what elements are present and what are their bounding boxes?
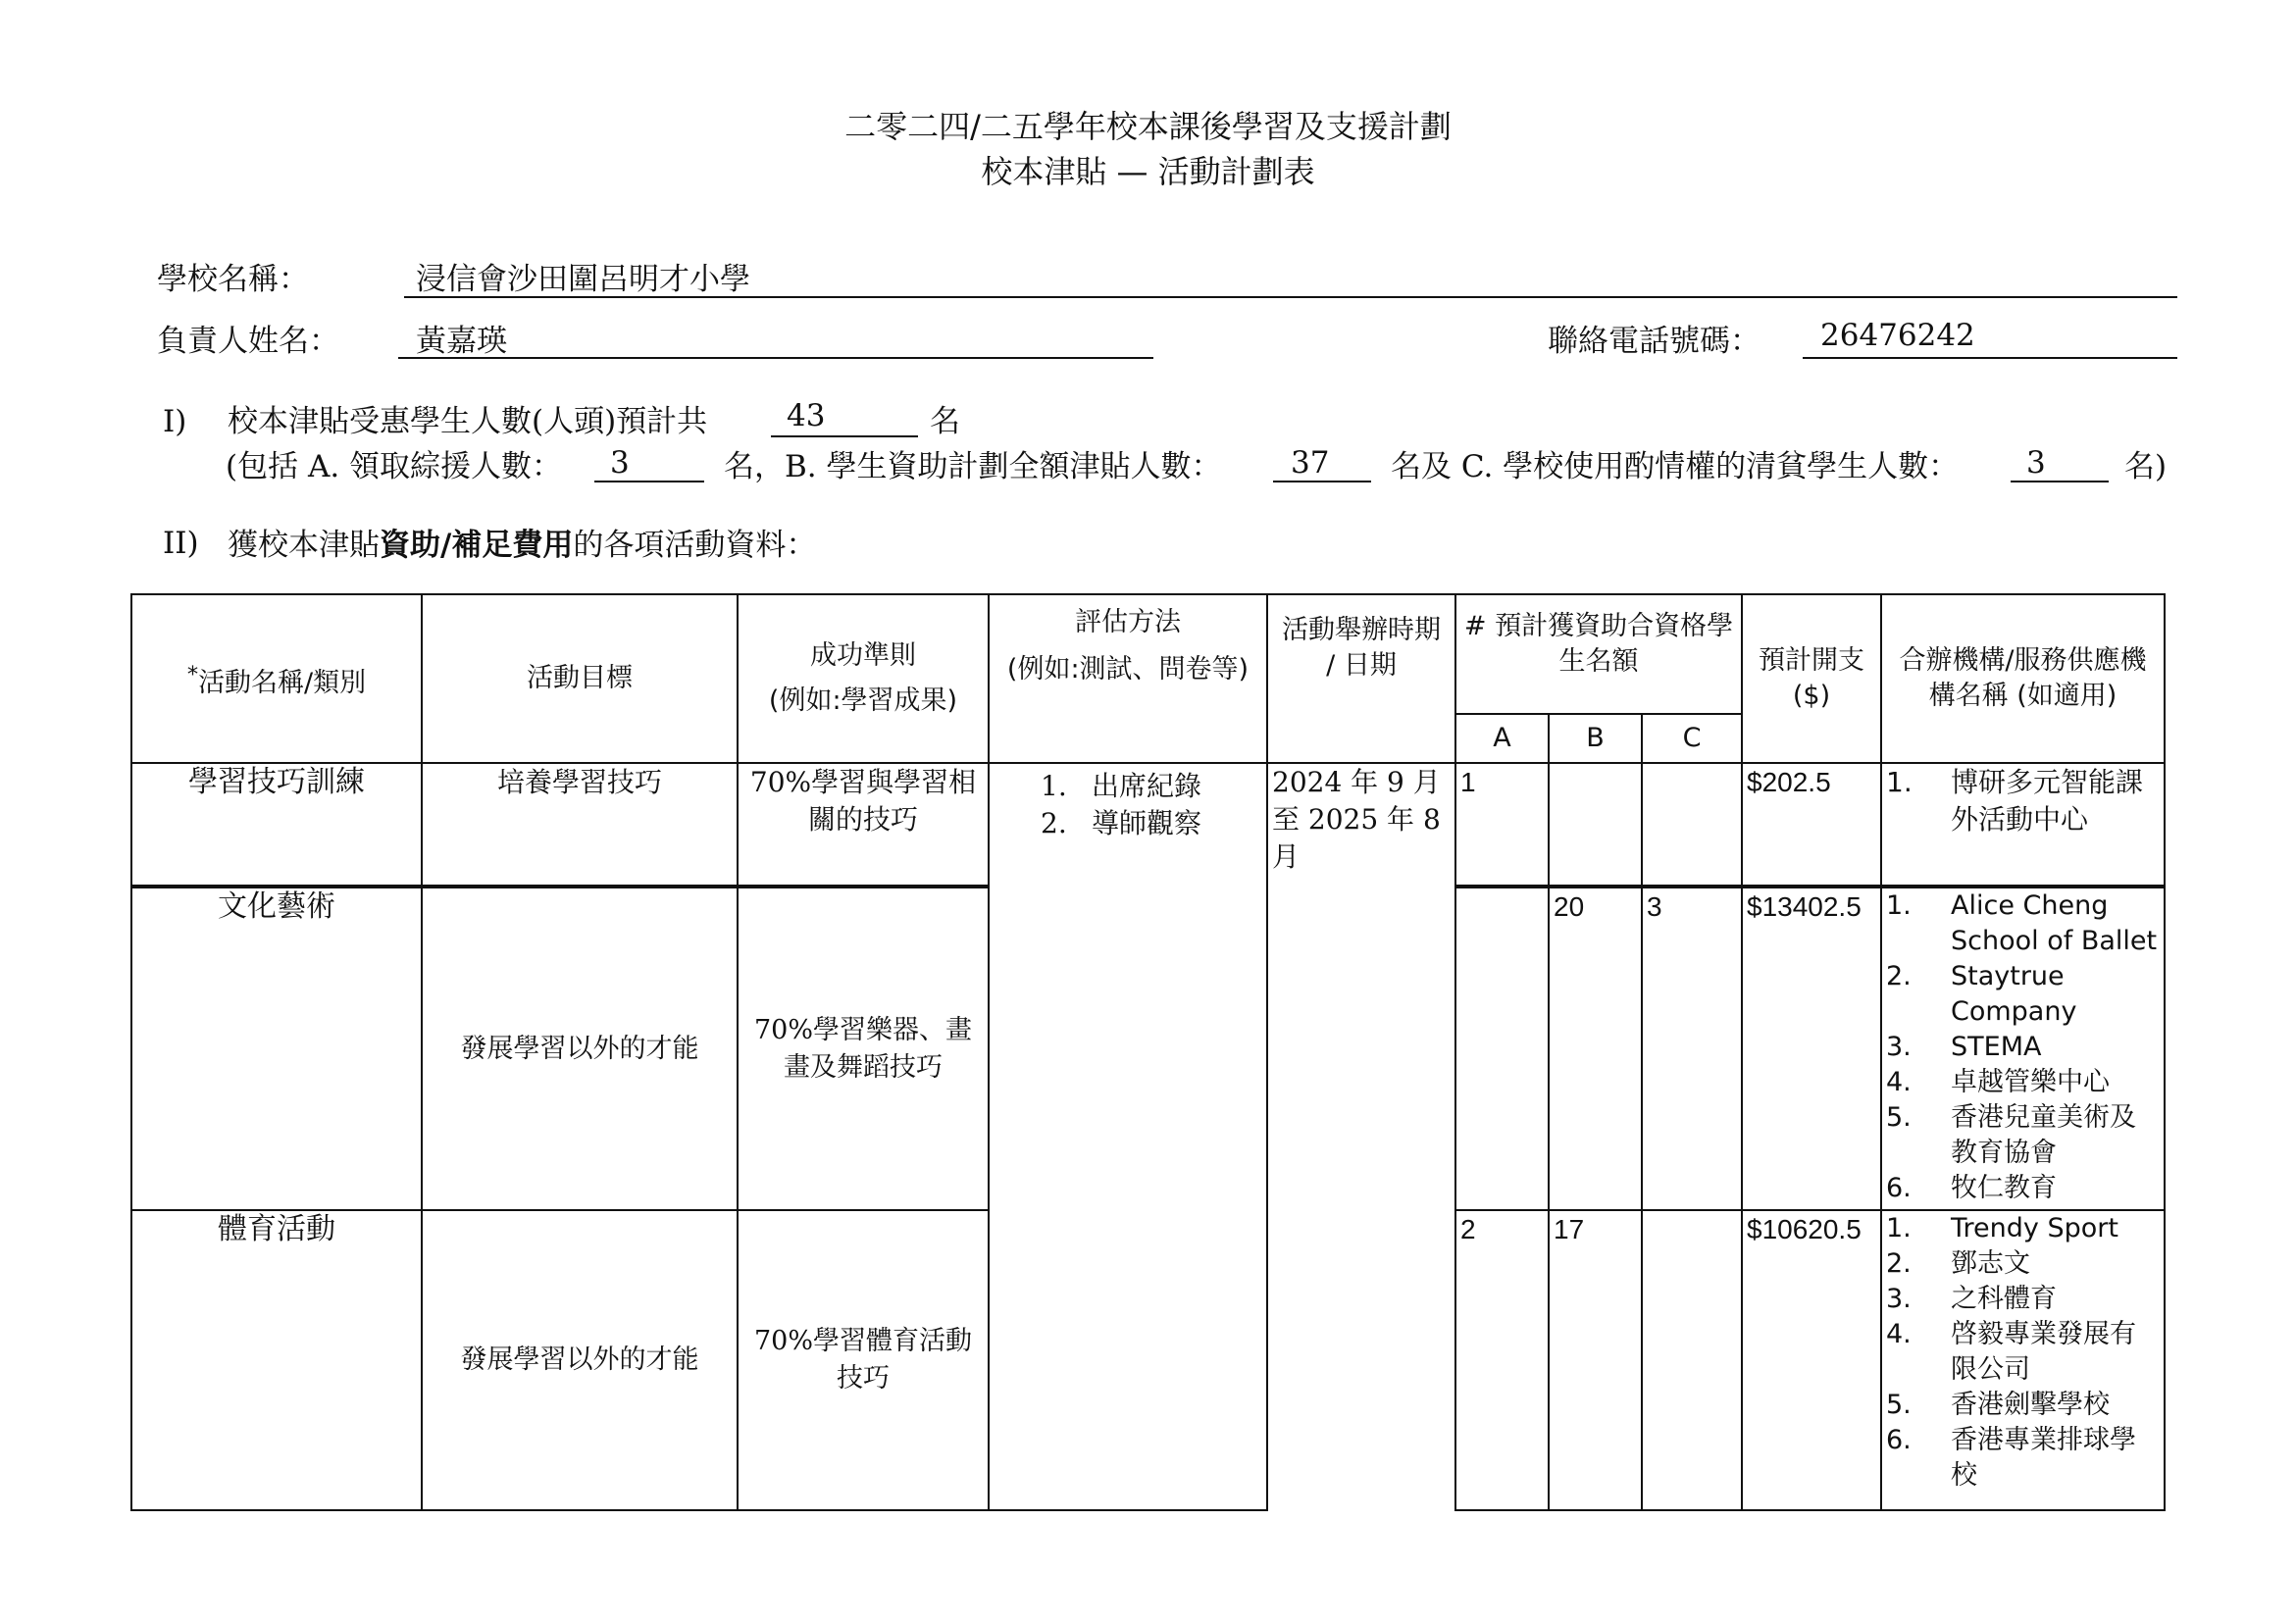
header-org: 合辦機構/服務供應機構名稱 (如適用) [1881,594,2165,763]
row-orgs: 1. 博研多元智能課外活動中心 [1881,763,2165,887]
row-a: 1 [1455,763,1549,887]
row-goal: 發展學習以外的才能 [422,1210,738,1510]
row-activity: 體育活動 [131,1210,422,1510]
section-i-unit: 名 [930,404,960,439]
row-eval [989,763,1267,1510]
section-i-total-underline [771,435,918,437]
header-col-b: B [1549,714,1642,763]
row-activity: 學習技巧訓練 [131,763,422,887]
row-period: 2024 年 9 月至 2025 年 8 月 [1267,763,1455,1510]
count-c-underline [2011,481,2109,482]
section-i-line2-end: 名) [2124,449,2168,484]
phone-underline [1803,357,2177,359]
phone-value: 26476242 [1820,318,1975,353]
row-a [1455,887,1549,1210]
phone-label: 聯絡電話號碼： [1548,324,1760,359]
count-a-underline [594,481,704,482]
count-a: 3 [610,445,630,481]
row-orgs: 1. Alice Cheng School of Ballet 2. Staytrue Company 3. STEMA 4. 卓越管樂中心 5. 香港兒童美術及教育協會 6. 牧仁教育 [1881,887,2165,1210]
school-name-underline [404,296,2177,298]
row-success: 70%學習體育活動技巧 [738,1210,989,1510]
page-title: 二零二四/二五學年校本課後學習及支援計劃 [844,108,1452,145]
row-goal: 培養學習技巧 [422,763,738,887]
list-item: 2. 導師觀察 [1041,807,1202,839]
header-eligible: # 預計獲資助合資格學生名額 [1455,594,1742,714]
count-b: 37 [1291,445,1330,481]
count-b-underline [1273,481,1371,482]
row-b: 20 [1549,887,1642,1210]
school-name-value: 浸信會沙田圍呂明才小學 [416,262,750,297]
section-i-line2-c: 名及 C. 學校使用酌情權的清貧學生人數： [1391,449,1960,484]
person-underline [398,357,1153,359]
row-cost: $13402.5 [1742,887,1881,1210]
header-goal: 活動目標 [422,594,738,763]
header-cost: 預計開支 ($) [1742,594,1881,763]
row-cost: $10620.5 [1742,1210,1881,1510]
row-a: 2 [1455,1210,1549,1510]
school-name-label: 學校名稱： [157,262,309,297]
row-success: 70%學習與學習相關的技巧 [738,763,989,887]
section-i-numeral: I) [163,404,187,439]
section-i-line2-b: 名，B. 學生資助計劃全額津貼人數： [724,449,1222,484]
header-eval: 評估方法 (例如:測試、問卷等) [989,594,1267,763]
row-b [1549,763,1642,887]
list-item: 1. 出席紀錄 [1041,770,1202,802]
section-i-line2-a: (包括 A. 領取綜援人數： [226,449,563,484]
section-i-total: 43 [787,398,826,433]
row-c: 3 [1642,887,1742,1210]
activity-plan-table [130,593,2166,1511]
section-ii-numeral: II) [163,526,199,561]
count-c: 3 [2026,445,2046,481]
person-label: 負責人姓名： [157,324,339,359]
section-i-text: 校本津貼受惠學生人數(人頭)預計共 [228,404,708,439]
row-activity: 文化藝術 [131,887,422,1210]
header-col-c: C [1642,714,1742,763]
header-activity: *活動名稱/類別 [131,594,422,763]
row-c [1642,1210,1742,1510]
section-ii-text: 獲校本津貼資助/補足費用的各項活動資料： [228,528,817,563]
page-subtitle: 校本津貼 — 活動計劃表 [981,153,1315,190]
row-cost: $202.5 [1742,763,1881,887]
row-c [1642,763,1742,887]
table-row [131,763,2165,887]
header-success: 成功準則 (例如:學習成果) [738,594,989,763]
row-b: 17 [1549,1210,1642,1510]
header-col-a: A [1455,714,1549,763]
row-goal: 發展學習以外的才能 [422,887,738,1210]
person-value: 黃嘉瑛 [416,324,507,359]
row-success: 70%學習樂器、畫畫及舞蹈技巧 [738,887,989,1210]
header-period: 活動舉辦時期 / 日期 [1267,594,1455,763]
row-orgs: 1. Trendy Sport 2. 鄧志文 3. 之科體育 4. 啓毅專業發展有限公司 5. 香港劍擊學校 6. 香港專業排球學校 [1881,1210,2165,1510]
